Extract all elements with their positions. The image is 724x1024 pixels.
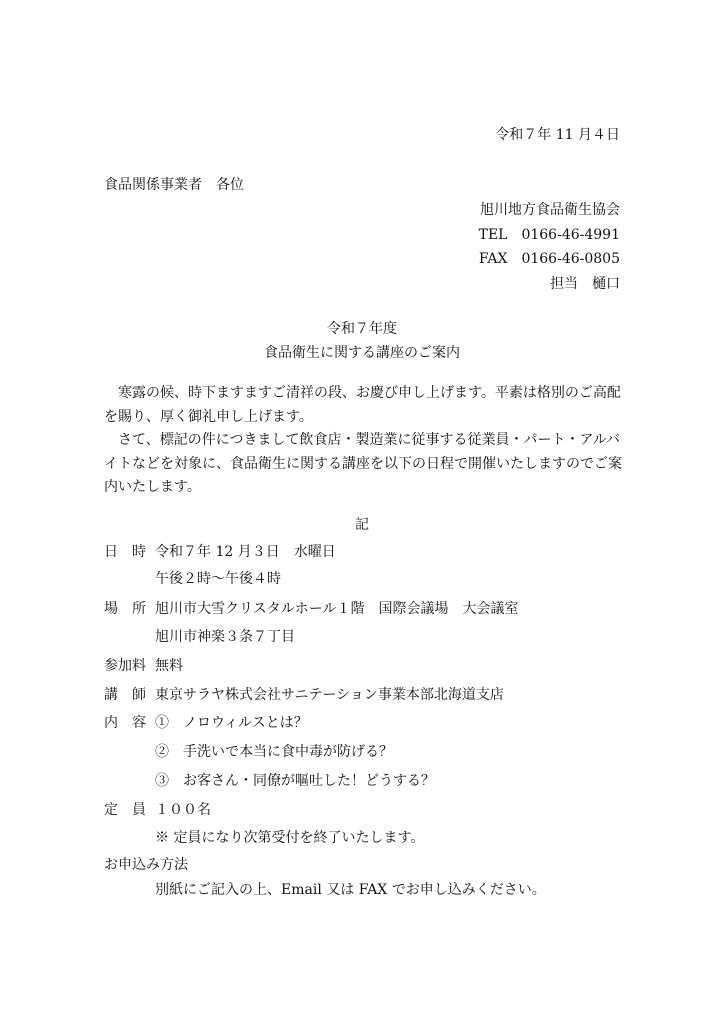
capacity-value: １００名 <box>155 802 211 818</box>
title-main: 食品衛生に関する講座のご案内 <box>264 345 460 361</box>
apply-label: お申込み方法 <box>104 857 188 873</box>
content-item-3: ③ お客さん・同僚が嘔吐した！どうする？ <box>155 773 435 789</box>
sender-org: 旭川地方食品衛生協会 <box>480 202 620 218</box>
place-value: 旭川市大雪クリスタルホール１階 国際会議場 大会議室 <box>155 601 519 617</box>
capacity-note: ※ 定員になり次第受付を終了いたします。 <box>155 830 425 846</box>
document-date: 令和７年 11 月４日 <box>495 127 620 143</box>
datetime-label: 日 時 <box>104 544 146 560</box>
lecturer-label: 講 師 <box>104 687 146 703</box>
place-label: 場 所 <box>104 601 146 617</box>
capacity-label: 定 員 <box>104 802 146 818</box>
content-item-2: ② 手洗いで本当に食中毒が防げる？ <box>155 744 393 760</box>
lecturer-value: 東京サラヤ株式会社サニテーション事業本部北海道支店 <box>155 687 504 703</box>
sender-contact: 担当 樋口 <box>550 276 620 292</box>
fee-value: 無料 <box>155 658 183 674</box>
body-paragraph-main: さて、標記の件につきまして飲食店・製造業に従事する従業員・パート・アルバイトなどを対象に、食品衛生に関する講座を以下の日程で開催いたしますのでご案内いたします。 <box>104 432 622 495</box>
apply-value: 別紙にご記入の上、Email 又は FAX でお申し込みください。 <box>155 882 546 898</box>
datetime-time: 午後２時〜午後４時 <box>155 571 281 587</box>
fee-label: 参加料 <box>104 658 146 674</box>
ki-heading: 記 <box>355 517 369 533</box>
place-address: 旭川市神楽３条７丁目 <box>155 629 295 645</box>
addressee: 食品関係事業者 各位 <box>104 177 244 193</box>
body-paragraph-greeting: 寒露の候、時下ますますご清祥の段、お慶び申し上げます。平素は格別のご高配を賜り、厚く御礼申し上げます。 <box>104 385 621 425</box>
content-label: 内 容 <box>104 715 146 731</box>
datetime-value: 令和７年 12 月３日 水曜日 <box>155 544 336 560</box>
title-year: 令和７年度 <box>327 321 397 337</box>
body-text <box>104 382 624 500</box>
sender-tel: TEL 0166-46-4991 <box>478 227 620 243</box>
content-item-1: ① ノロウィルスとは？ <box>155 715 308 731</box>
sender-fax: FAX 0166-46-0805 <box>478 251 620 267</box>
